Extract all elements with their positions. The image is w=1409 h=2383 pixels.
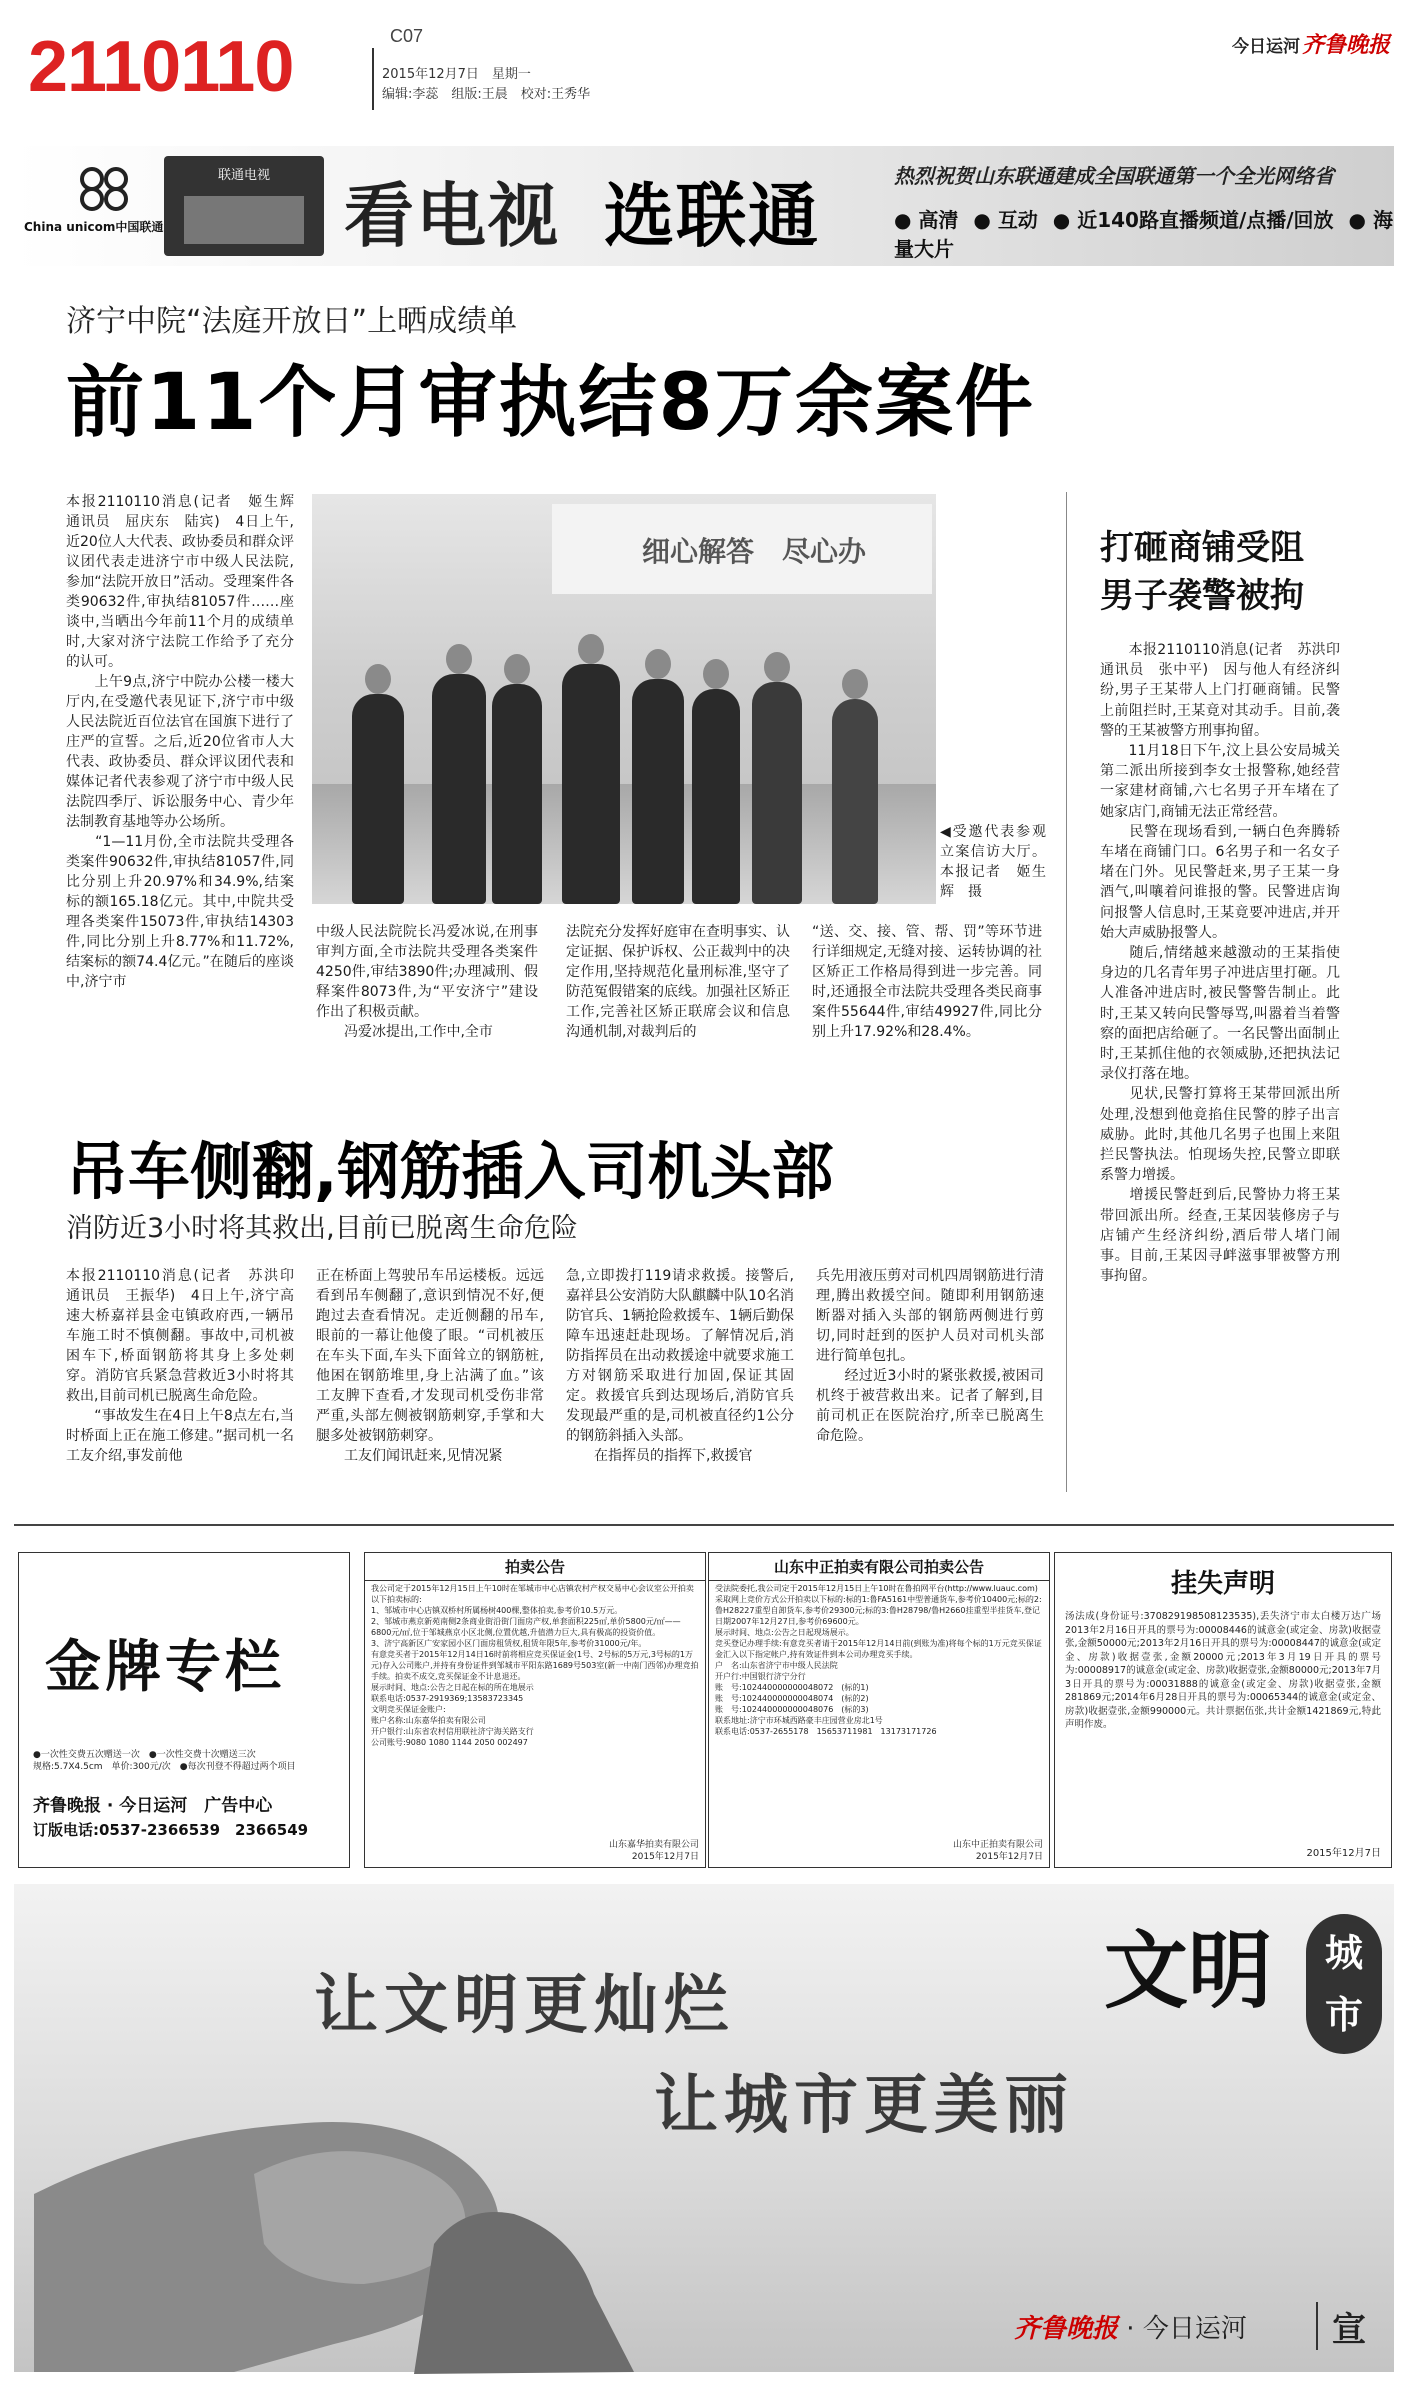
article2-col2: 正在桥面上驾驶吊车吊运楼板。远远看到吊车侧翻了,意识到情况不好,便跑过去查看情况。走近侧翻的吊车,眼前的一幕让他傻了眼。“司机被压在车头下面,车头下面耸立的钢筋桩,他困在钢筋堆里,身上沾满了血。”该工友脾下查看,才发现司机受伤非常严重,头部左侧被钢筋刺穿,手掌和大腿多处被钢筋刺穿。 工友们闻讯赶来,见情况紧 <box>316 1268 544 1464</box>
city-badge <box>1306 1914 1382 2054</box>
date-line: 2015年12月7日 星期一 <box>382 67 531 82</box>
feature-3: ● 近140路直播频道/点播/回放 <box>1052 208 1334 232</box>
sidebar-headline-2: 男子袭警被拘 <box>1100 576 1304 616</box>
photo-wall-sign: 细心解答 尽心办 <box>642 535 867 568</box>
ad-slogan-1: 看电视 <box>344 175 560 257</box>
auction-1-body: 我公司定于2015年12月15日上午10时在邹城市中心店镇农村产权交易中心会议室公开拍卖以下拍卖标的: 1、邹城市中心店镇双桥村所属杨树400棵,整体拍卖,参考价10.5万元。 2、邹城市燕京新苑南侧2条商业街沿街门面房产权,单套面积225㎡,单价5800元/㎡——6800元/㎡,位于邹城燕京小区北侧,位置优越,升值潜力巨大,具有极高的投资价值。 3、济宁高新区广安家园小区门面房租赁权,租赁年限5年,参考价31000元/年。 有意竞买者于2015年12月14日16时前将相应竞买保证金(1号、2号标的5万元,3号标的1万元)存入公司账户,并持有身份证件到邹城市平阳东路1689号503室(新一中南门西邻)办理竞拍手续。拍卖不成交,竞买保证金不计息退还。 展示时间、地点:公告之日起在标的所在地展示 联系电话:0537-2919369;13583723345 文明竞买保证金账户: 账户名称:山东嘉华拍卖有限公司 开户银行:山东省农村信用联社济宁海关路支行 公司账号:9080 1080 1144 2050 002497 <box>371 1584 699 1747</box>
article2-headline: 吊车侧翻,钢筋插入司机头部 <box>66 1135 834 1208</box>
sidebar-headline-1: 打砸商铺受阻 <box>1100 528 1304 568</box>
ad-tagline: 热烈祝贺山东联通建成全国联通第一个全光网络省 <box>894 164 1334 188</box>
tv-label: 联通电视 <box>217 168 270 183</box>
section-name: 今日运河 <box>1232 37 1300 57</box>
feature-4: ● 海量大片 <box>894 208 1393 261</box>
sidebar-body: 本报2110110消息(记者 苏洪印 通讯员 张中平) 因与他人有经济纠纷,男子王某带人上门打砸商铺。民警上前阻拦时,王某竟对其动手。目前,袭警的王某被警方刑事拘留。 11月18日下午,汶上县公安局城关第二派出所接到李女士报警称,她经营一家建材商铺,六七名男子开车堵在了她家店门,商铺无法正常经营。 民警在现场看到,一辆白色奔腾轿车堵在商铺门口。6名男子和一名女子堵在门外。见民警赶来,男子王某一身酒气,叫嚷着问谁报的警。民警进店询问报警人信息时,王某竟要冲进店,并开始大声威胁报警人。 随后,情绪越来越激动的王某指使身边的几名青年男子冲进店里打砸。几人准备冲进店时,被民警警告制止。此时,王某又转向民警辱骂,叫嚣着当着警察的面把店给砸了。一名民警出面制止时,王某抓住他的衣领威胁,还把执法记录仪打落在地。 见状,民警打算将王某带回派出所处理,没想到他竟掐住民警的脖子出言威胁。此时,其他几名男子也围上来阻拦民警执法。怕现场失控,民警立即联系警力增援。 增援民警赶到后,民警协力将王某带回派出所。经查,王某因装修房子与店铺产生经济纠纷,酒后带人堵门闹事。目前,王某因寻衅滋事罪被警方刑事拘留。 <box>1100 642 1340 1285</box>
article2-subhead: 消防近3小时将其救出,目前已脱离生命危险 <box>66 1213 578 1244</box>
feature-2: ● 互动 <box>973 208 1038 232</box>
golden-column-title: 金牌专栏 <box>45 1634 285 1700</box>
auction-2-body: 受法院委托,我公司定于2015年12月15日上午10时在鲁拍网平台(http://www.luauc.com)采取网上竞价方式公开拍卖以下标的:标的1:鲁FA5161中型普通货车,参考价10400元;标的2:鲁H28227重型自卸货车,参考价29300元;标的3:鲁H28798/鲁H2660挂重型半挂货车,登记日期2007年12月27日,参考价69600元。 展示时间、地点:公告之日起现场展示。 竞买登记办理手续:有意竞买者请于2015年12月14日前(到账为准)将每个标的1万元竞买保证金汇入以下指定帐户,持有效证件到本公司办理竞买手续。 户 名:山东省济宁市中级人民法院 开户行:中国银行济宁分行 账 号:102440000000048072 (标的1) 账 号:102440000000048074 (标的2) 账 号:102440000000048076 (标的3) 联系地址:济宁市环城西路豪丰庄园营业房北1号 联系电话:0537-2655178 15653711981 13173171726 <box>715 1584 1042 1736</box>
city-badge-text: 城市 <box>1324 1931 1363 2037</box>
photo-caption: ◀受邀代表参观立案信访大厅。本报记者 姬生辉 摄 <box>940 824 1046 900</box>
unicom-ad <box>14 146 1394 266</box>
golden-column-ad <box>18 1552 350 1868</box>
lost-notice-date: 2015年12月7日 <box>1306 1848 1381 1859</box>
auction-1-sign: 山东嘉华拍卖有限公司 2015年12月7日 <box>608 1840 699 1862</box>
article1-col3: 法院充分发挥好庭审在查明事实、认定证据、保护诉权、公正裁判中的决定作用,坚持规范化量刑标准,坚守了防范冤假错案的底线。加强社区矫正工作,完善社区矫正联席会议和信息沟通机制,对裁判后的 <box>566 924 790 1040</box>
golden-column-footer: 齐鲁晚报 · 今日运河 广告中心 <box>33 1796 273 1816</box>
ad-slogan-2: 选联通 <box>604 175 820 257</box>
auction-1-title: 拍卖公告 <box>365 1553 705 1581</box>
article1-col1: 本报2110110消息(记者 姬生辉 通讯员 屈庆东 陆宾) 4日上午,近20位人大代表、政协委员和群众评议团代表走进济宁市中级人民法院,参加“法院开放日”活动。受理案件各类90632件,审执结81057件……座谈中,当晒出今年前11个月的成绩单时,大家对济宁法院工作给予了充分的认可。 上午9点,济宁中院办公楼一楼大厅内,在受邀代表见证下,济宁市中级人民法院近百位法官在国旗下进行了庄严的宣誓。之后,近20位省市人大代表、政协委员、群众评议团代表和媒体记者代表参观了济宁市中级人民法院四季厅、诉讼服务中心、青少年法制教育基地等办公场所。 “1—11月份,全市法院共受理各类案件90632件,审执结81057件,同比分别上升20.97%和34.9%,结案标的额165.18亿元。其中,中院共受理各类案件15073件,审执结14303件,同比分别上升8.77%和11.72%,结案标的额74.4亿元。”在随后的座谈中,济宁市 <box>66 494 294 990</box>
unicom-brand: China unicom中国联通 <box>24 220 164 234</box>
hands-graphic <box>34 2014 654 2372</box>
article1-col4: “送、交、接、管、帮、罚”等环节进行详细规定,无缝对接、运转协调的社区矫正工作格局得到进一步完善。同时,还通报全市法院共受理各类民商事案件55644件,审结49927件,同比分别上升17.92%和28.4%。 <box>812 924 1042 1040</box>
article1-col2: 中级人民法院院长冯爱冰说,在刑事审判方面,全市法院共受理各类案件4250件,审结3890件;办理减刑、假释案件8073件,为“平安济宁”建设作出了积极贡献。 冯爱冰提出,工作中,全市 <box>316 924 538 1040</box>
golden-column-phone: 订版电话:0537-2366539 2366549 <box>33 1821 309 1839</box>
court-photo <box>312 494 936 904</box>
auction-notice-2 <box>708 1552 1050 1868</box>
psa-footer-brand: 齐鲁晚报 · 今日运河 <box>1014 2314 1247 2344</box>
article1-kicker: 济宁中院“法庭开放日”上晒成绩单 <box>66 304 518 339</box>
unicom-knot-icon <box>74 164 134 214</box>
auction-2-sign: 山东中正拍卖有限公司 2015年12月7日 <box>952 1840 1043 1862</box>
lost-notice-title: 挂失声明 <box>1170 1569 1275 1599</box>
article2-col4: 兵先用液压剪对司机四周钢筋进行清理,腾出救援空间。随即利用钢筋速断器对插入头部的钢筋两侧进行剪切,同时赶到的医护人员对司机头部进行简单包扎。 经过近3小时的紧张救援,被困司机终于被营救出来。记者了解到,目前司机正在医院治疗,所幸已脱离生命危险。 <box>816 1268 1044 1444</box>
civility-brand: 文明 <box>1104 1921 1273 2020</box>
tv-screen <box>164 156 324 256</box>
lost-notice <box>1054 1552 1392 1868</box>
article1-headline: 前11个月审执结8万余案件 <box>66 358 1035 448</box>
masthead-logo: 齐鲁晚报 <box>1301 32 1390 58</box>
article2-col3: 急,立即拨打119请求救援。接警后,嘉祥县公安消防大队麒麟中队10名消防官兵、1辆抢险救援车、1辆后勤保障车迅速赶赴现场。了解情况后,消防指挥员在出动救援途中就要求施工方对钢筋采取进行加固,保证其固定。救援官兵到达现场后,消防官兵发现最严重的是,司机被直径约1公分的钢筋斜插入头部。 在指挥员的指挥下,救援官 <box>566 1268 794 1464</box>
civility-psa <box>14 1884 1394 2372</box>
editors-line: 编辑:李蕊 组版:王晨 校对:王秀华 <box>382 87 591 102</box>
psa-badge: 宣 <box>1332 2310 1366 2350</box>
psa-line-1: 让文明更灿烂 <box>314 1969 734 2043</box>
page-code: C07 <box>390 26 424 46</box>
psa-line-2: 让城市更美丽 <box>654 2069 1074 2143</box>
feature-1: ● 高清 <box>894 208 959 232</box>
article2-col1: 本报2110110消息(记者 苏洪印 通讯员 王振华) 4日上午,济宁高速大桥嘉祥县金屯镇政府西,一辆吊车施工时不慎侧翻。事故中,司机被困车下,桥面钢筋将其身上多处刺穿。消防官兵紧急营救近3小时将其救出,目前司机已脱离生命危险。 “事故发生在4日上午8点左右,当时桥面上正在施工修建。”据司机一名工友介绍,事发前他 <box>66 1268 294 1464</box>
auction-notice-1 <box>364 1552 706 1868</box>
lost-notice-body: 汤法成(身份证号:370829198508123535),丢失济宁市太白楼万达广场2013年2月16日开具的票号为:00008446的诚意金(或定金、房款)收据壹张,金额50000元;2013年2月16日开具的票号为:00008447的诚意金(或定金、房款)收据壹张,金额20000元;2013年3月19日开具的票号为:00008917的诚意金(或定金、房款)收据壹张,金额80000元;2013年7月3日开具的票号为:00031888的诚意金(或定金、房款)收据壹张,金额281869元;2014年6月28日开具的票号为:00065344的诚意金(或定金、房款)收据壹张,金额990000元。共计票据伍张,共计金额1421869元,特此声明作废。 <box>1065 1611 1381 1730</box>
auction-2-title: 山东中正拍卖有限公司拍卖公告 <box>709 1553 1049 1581</box>
hotline-number: 2110110 <box>28 27 294 107</box>
golden-column-terms: ●一次性交费五次赠送一次 ●一次性交费十次赠送三次 规格:5.7X4.5cm 单价:300元/次 ●每次刊登不得超过两个项目 <box>33 1750 296 1772</box>
